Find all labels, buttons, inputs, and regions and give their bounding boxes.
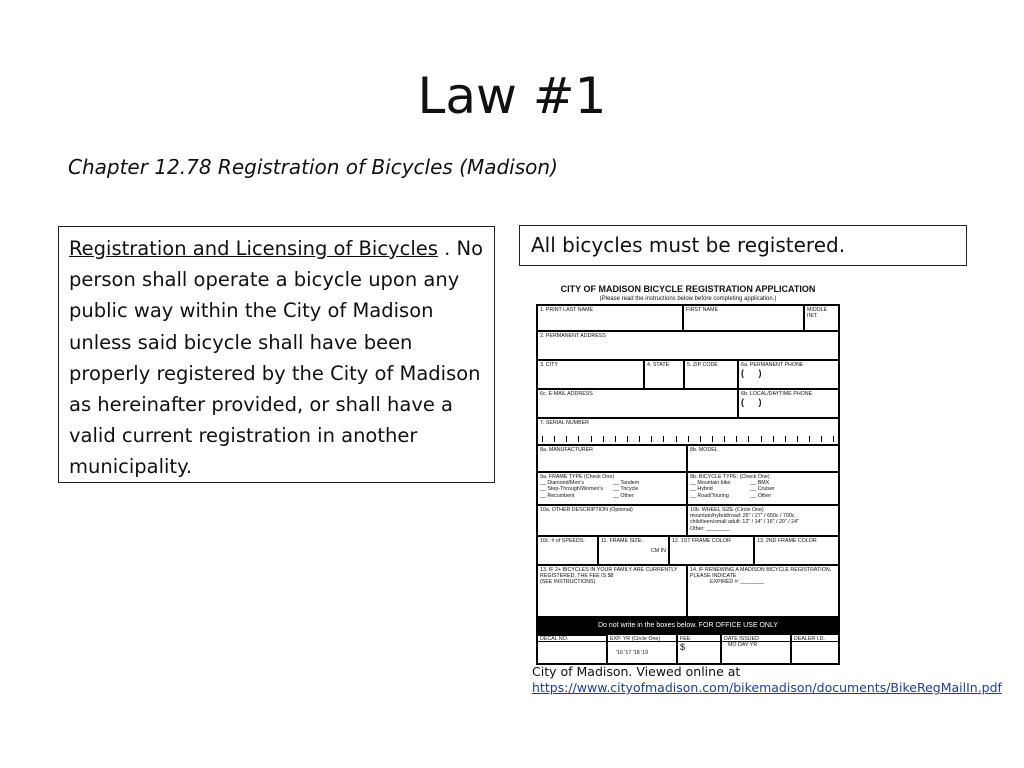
slide-title: Law #1 (417, 67, 607, 125)
form-first-frame-color: 12. 1ST FRAME COLOR (669, 536, 754, 565)
form-city: 3. CITY (537, 360, 644, 389)
source-link[interactable]: https://www.cityofmadison.com/bikemadison/documents/BikeRegMailIn.pdf (532, 680, 1002, 695)
bike-option: __ Mountain bike (690, 480, 731, 487)
source-caption (532, 664, 1002, 696)
bike-option: __ Cruiser (750, 486, 775, 493)
frame-option: __ Tandem (613, 480, 640, 487)
form-email: 6c. E-MAIL ADDRESS (537, 389, 738, 418)
frame-option: __ Tricycle (613, 486, 639, 493)
form-family-fee (537, 565, 687, 617)
bike-option: __ BMX (750, 480, 770, 487)
form-fee (677, 634, 721, 664)
form-other-description: 10a. OTHER DESCRIPTION (Optional) (537, 505, 687, 536)
form-wheel-size-label: 10b. WHEEL SIZE (Circle One) (690, 507, 764, 513)
form-title: CITY OF MADISON BICYCLE REGISTRATION APPLICATION (560, 284, 816, 294)
form-second-frame-color: 13. 2ND FRAME COLOR (754, 536, 839, 565)
form-serial-label: 7. SERIAL NUMBER (540, 420, 589, 426)
form-see-instructions: (SEE INSTRUCTIONS) (540, 579, 596, 586)
form-speeds: 10c. # of SPEEDS: (537, 536, 598, 565)
frame-option: __ Step-Through/Women's (540, 486, 604, 493)
law-text-box (58, 226, 495, 483)
form-grid (536, 304, 840, 642)
law-body: No person shall operate a bicycle upon any public way within the City of Madison unless said bicycle shall have been properly registered by the City of Madison as hereinafter provided, or shall have a valid current registration in another municipality. (69, 237, 484, 479)
form-renewing (687, 565, 839, 617)
form-bicycle-type-label: 9b. BICYCLE TYPE: (Check One) (690, 474, 770, 480)
form-frame-type (537, 472, 687, 505)
frame-option: __ Recumbent (540, 492, 575, 499)
form-manufacturer: 8a. MANUFACTURER (537, 445, 687, 472)
form-office-row (536, 634, 840, 665)
form-model: 8b. MODEL (687, 445, 839, 472)
form-fee-label: FEE (680, 636, 691, 642)
form-wheel-line-1: mountain/hybrid/road: 26" / 27" / 650c / 700c (690, 513, 795, 520)
frame-option: __ Other (613, 492, 634, 499)
form-wheel-size (687, 505, 839, 536)
form-cm-in: CM IN (650, 548, 666, 555)
form-exp-year (607, 634, 677, 664)
bike-option: __ Road/Touring (690, 492, 729, 499)
form-local-phone-parens: ( ) (741, 397, 768, 408)
law-heading: Registration and Licensing of Bicycles (69, 237, 438, 260)
form-local-phone-label: 6b. LOCAL/DAYTIME PHONE (741, 391, 813, 397)
form-dealer-id: DEALER I.D. (791, 634, 839, 664)
form-permanent-phone (738, 360, 839, 389)
form-date-issued (721, 634, 791, 664)
bike-option: __ Other (750, 492, 771, 499)
form-state: 4. STATE (644, 360, 684, 389)
form-years: '16 '17 '18 '19 (616, 650, 649, 657)
form-mo-day-yr: MO DAY YR (728, 642, 758, 649)
form-renewing-text: 14. IF RENEWING A MADISON BICYCLE REGISTRATION, PLEASE INDICATE (690, 567, 832, 580)
form-expired: EXPIRED #: ________ (710, 579, 765, 586)
form-frame-size (598, 536, 669, 565)
form-frame-size-label: 11. FRAME SIZE: (601, 538, 643, 544)
caption-line: City of Madison. Viewed online at (532, 664, 741, 679)
form-dollar-sign: $ (680, 642, 686, 653)
form-bicycle-type (687, 472, 839, 505)
frame-option: __ Diamond/Men's (540, 480, 584, 487)
form-middle-init: MIDDLE INIT. (804, 305, 839, 331)
form-wheel-line-2: child/teen/small adult: 12" / 14" / 16" / 20" / 24" (690, 519, 799, 526)
form-exp-year-label: EXP. YR (Circle One) (610, 636, 661, 642)
office-use-bar: Do not write in the boxes below. FOR OFFICE USE ONLY (537, 617, 839, 635)
form-frame-type-label: 9a. FRAME TYPE (Check One) (540, 474, 615, 480)
form-permanent-phone-label: 6a. PERMANENT PHONE (741, 362, 804, 368)
form-permanent-phone-parens: ( ) (741, 368, 768, 379)
law-heading-punct: . (437, 237, 451, 260)
slide-subtitle: Chapter 12.78 Registration of Bicycles (Madison) (68, 155, 558, 179)
bike-option: __ Hybrid (690, 486, 713, 493)
form-permanent-address: 2. PERMANENT ADDRESS (537, 331, 839, 360)
form-last-name: 1. PRINT LAST NAME (537, 305, 683, 331)
form-zip: 5. ZIP CODE (684, 360, 738, 389)
registration-form-image (536, 284, 840, 665)
form-serial-number (537, 418, 839, 445)
form-date-issued-label: DATE ISSUED (724, 636, 759, 642)
form-subtitle: (Please read the instructions below before completing application.) (599, 296, 777, 302)
note-box: All bicycles must be registered. (519, 225, 967, 266)
form-wheel-other: Other: ________ (690, 525, 730, 532)
form-family-fee-text: 13. IF 2+ BICYCLES IN YOUR FAMILY ARE CURRENTLY REGISTERED, THE FEE IS $8 (540, 567, 678, 580)
form-decal-no: DECAL NO. (537, 634, 607, 664)
form-first-name: FIRST NAME (683, 305, 804, 331)
serial-tick-marks (542, 436, 834, 442)
form-local-phone (738, 389, 839, 418)
